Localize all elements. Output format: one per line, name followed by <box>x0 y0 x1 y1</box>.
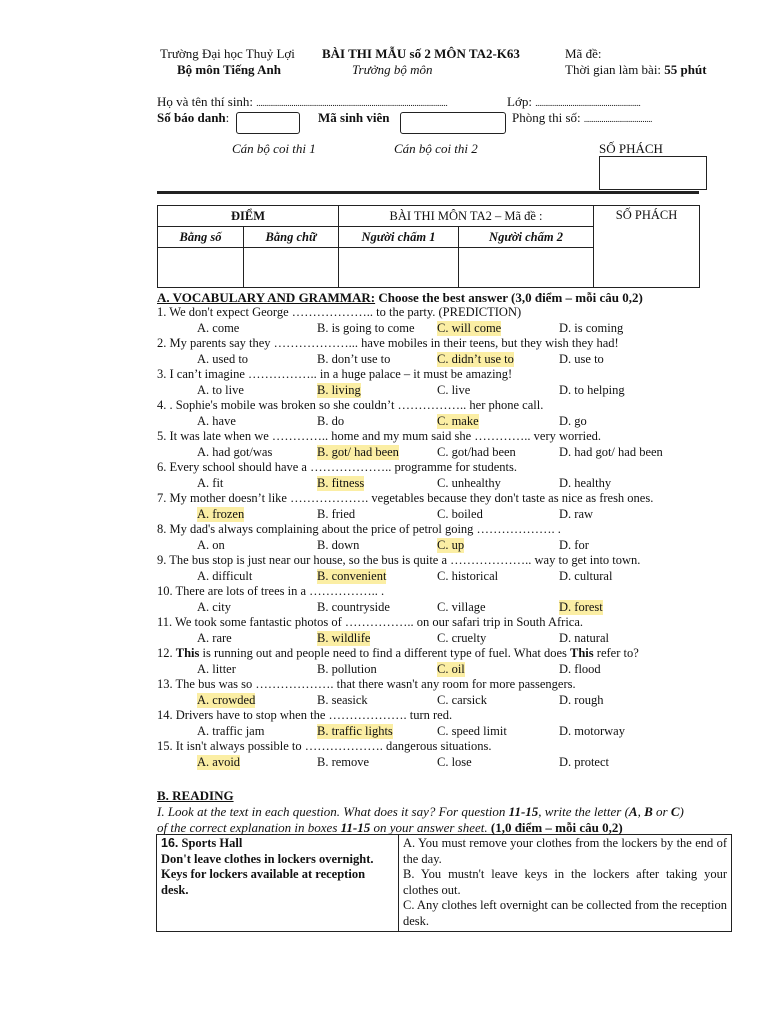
student-id-box[interactable] <box>236 112 300 134</box>
answer-option-b[interactable]: B. fried <box>317 506 356 521</box>
answer-option-a[interactable]: A. frozen <box>197 506 245 521</box>
candidate-name-row <box>157 94 447 110</box>
answer-option-a[interactable]: A. crowded <box>197 692 256 707</box>
question-text: 3. I can’t imagine …………….. in a huge palace – it must be amazing! <box>157 367 513 381</box>
class-field[interactable]: ...................................................... <box>535 98 641 108</box>
question-number: 16. <box>161 836 179 850</box>
notice-line-1: Don't leave clothes in lockers overnight. <box>161 851 374 866</box>
answer-option-b[interactable]: B. wildlife <box>317 630 371 645</box>
time-limit <box>565 62 707 78</box>
answer-option-b[interactable]: B. pollution <box>317 661 377 676</box>
school-name: Trường Đại học Thuỷ Lợi <box>160 46 295 61</box>
answer-option-c[interactable]: C. unhealthy <box>437 475 501 490</box>
section-a-instruction: Choose the best answer (3,0 điểm – mỗi câu 0,2) <box>378 290 643 305</box>
answer-option-b[interactable]: B. countryside <box>317 599 390 614</box>
question-text: 14. Drivers have to stop when the ………………. turn red. <box>157 708 453 722</box>
question-text: 12. This is running out and people need to find a different type of fuel. What does This refer to? <box>157 646 639 660</box>
grader-1-header: Người chấm 1 <box>339 227 459 248</box>
answer-option-a[interactable]: A. fit <box>197 475 224 490</box>
notice-line-2: Keys for lockers available at reception <box>161 867 366 881</box>
reading-question-16 <box>156 834 732 932</box>
section-b-title: B. READING <box>157 788 234 803</box>
class-row <box>507 94 641 110</box>
reading-instruction-line-1: I. Look at the text in each question. What does it say? For question 11-15, write the letter (A, B or C) <box>157 804 684 819</box>
answer-option-c[interactable]: C. historical <box>437 568 499 583</box>
candidate-name-field[interactable]: .................................................................................................. <box>256 98 448 108</box>
score-so-phach: SỐ PHÁCH <box>594 206 700 288</box>
proctor-1-label: Cán bộ coi thi 1 <box>232 141 316 156</box>
answer-option-a[interactable]: A. come <box>197 320 240 335</box>
answer-option-a[interactable]: A. avoid <box>197 754 241 769</box>
question-text: 6. Every school should have a ……………….. programme for students. <box>157 460 518 474</box>
score-in-words-cell[interactable] <box>244 248 339 288</box>
answer-option-b[interactable]: B. do <box>317 413 345 428</box>
student-code-label: Mã sinh viên <box>318 110 390 125</box>
answer-option-b[interactable]: B. living <box>317 382 361 397</box>
answer-option-b[interactable]: B. fitness <box>317 475 365 490</box>
answer-option-b[interactable]: B. got/ had been <box>317 444 399 459</box>
time-value: 55 phút <box>664 62 707 77</box>
so-phach-box[interactable] <box>599 156 707 190</box>
answer-option-a[interactable]: A. difficult <box>197 568 253 583</box>
answer-option-d[interactable]: D. healthy <box>559 475 612 490</box>
section-a-heading <box>157 290 643 306</box>
answer-option-c[interactable]: C. cruelty <box>437 630 487 645</box>
question-text: 9. The bus stop is just near our house, so the bus is quite a ……………….. way to get into town. <box>157 553 641 567</box>
exam-room-row <box>512 110 652 126</box>
answer-option-c[interactable]: C. didn’t use to <box>437 351 514 366</box>
answer-option-a[interactable]: A. litter <box>197 661 236 676</box>
answer-option-b[interactable]: B. down <box>317 537 360 552</box>
department-name: Bộ môn Tiếng Anh <box>177 62 281 77</box>
answer-option-a[interactable]: A. traffic jam <box>197 723 265 738</box>
question-text: 13. The bus was so ………………. that there wasn't any room for more passengers. <box>157 677 576 691</box>
reading-option-a[interactable]: A. You must remove your clothes from the lockers by the end of the day. <box>403 836 727 866</box>
question-text: 10. There are lots of trees in a …………….. . <box>157 584 385 598</box>
answer-option-d[interactable]: D. rough <box>559 692 604 707</box>
answer-option-b[interactable]: B. traffic lights <box>317 723 393 738</box>
answer-option-c[interactable]: C. make <box>437 413 479 428</box>
answer-option-c[interactable]: C. got/had been <box>437 444 516 459</box>
answer-option-b[interactable]: B. don’t use to <box>317 351 391 366</box>
exam-code-label: Mã đề: <box>565 46 602 61</box>
question-text: 5. It was late when we ………….. home and my mum said she ………….. very worried. <box>157 429 602 443</box>
exam-room-field[interactable]: ................................... <box>583 114 653 124</box>
answer-option-d[interactable]: D. cultural <box>559 568 613 583</box>
answer-option-c[interactable]: C. carsick <box>437 692 487 707</box>
question-text: 8. My dad's always complaining about the price of petrol going ………………. . <box>157 522 561 536</box>
answer-option-c[interactable]: C. live <box>437 382 471 397</box>
answer-option-d[interactable]: D. raw <box>559 506 594 521</box>
answer-option-a[interactable]: A. have <box>197 413 236 428</box>
notice-text <box>157 835 399 932</box>
exam-title: BÀI THI MẪU số 2 MÔN TA2-K63 <box>322 46 520 61</box>
answer-option-c[interactable]: C. lose <box>437 754 472 769</box>
score-in-numbers-cell[interactable] <box>158 248 244 288</box>
section-a-title: A. VOCABULARY AND GRAMMAR: <box>157 290 376 305</box>
answer-options <box>399 835 732 932</box>
notice-heading-row <box>161 836 394 852</box>
answer-option-d[interactable]: D. flood <box>559 661 601 676</box>
answer-option-a[interactable]: A. on <box>197 537 225 552</box>
answer-option-a[interactable]: A. to live <box>197 382 244 397</box>
candidate-name-label: Họ và tên thí sinh: <box>157 94 254 109</box>
cut-line <box>157 191 699 194</box>
answer-option-b[interactable]: B. is going to come <box>317 320 415 335</box>
answer-option-d[interactable]: D. for <box>559 537 589 552</box>
time-label: Thời gian làm bài: <box>565 62 662 77</box>
answer-option-d[interactable]: D. to helping <box>559 382 625 397</box>
proctor-2-label: Cán bộ coi thi 2 <box>394 141 478 156</box>
student-code-box[interactable] <box>400 112 506 134</box>
reading-instruction-line-2: of the correct explanation in boxes 11-15 on your answer sheet. (1,0 điểm – mỗi câu 0,2) <box>157 820 623 835</box>
question-text: 4. . Sophie's mobile was broken so she couldn’t …………….. her phone call. <box>157 398 544 412</box>
answer-option-b[interactable]: B. remove <box>317 754 370 769</box>
score-in-numbers-header: Bằng số <box>158 227 244 248</box>
answer-option-a[interactable]: A. had got/was <box>197 444 273 459</box>
answer-option-d[interactable]: D. go <box>559 413 587 428</box>
answer-option-d[interactable]: D. forest <box>559 599 603 614</box>
answer-option-d[interactable]: D. is coming <box>559 320 624 335</box>
answer-option-c[interactable]: C. will come <box>437 320 502 335</box>
question-text: 11. We took some fantastic photos of …………….. on our safari trip in South Africa. <box>157 615 584 629</box>
notice-heading: Sports Hall <box>181 836 243 850</box>
answer-option-c[interactable]: C. speed limit <box>437 723 507 738</box>
question-text: 7. My mother doesn’t like ………………. vegetables because they don't taste as nice as fresh ones. <box>157 491 654 505</box>
score-table-title: BÀI THI MÔN TA2 – Mã đề : <box>339 206 594 227</box>
head-of-department: Trưởng bộ môn <box>352 62 433 77</box>
answer-option-c[interactable]: C. oil <box>437 661 465 676</box>
so-phach-label: SỐ PHÁCH <box>599 141 663 156</box>
class-label: Lớp: <box>507 94 532 109</box>
grader-2-header: Người chấm 2 <box>459 227 594 248</box>
answer-option-d[interactable]: D. use to <box>559 351 604 366</box>
reading-option-c[interactable]: C. Any clothes left overnight can be collected from the reception desk. <box>403 898 727 928</box>
answer-option-b[interactable]: B. seasick <box>317 692 368 707</box>
reading-option-b[interactable]: B. You mustn't leave keys in the lockers after taking your clothes out. <box>403 867 727 897</box>
answer-option-d[interactable]: D. natural <box>559 630 609 645</box>
answer-option-a[interactable]: A. used to <box>197 351 249 366</box>
answer-option-a[interactable]: A. city <box>197 599 232 614</box>
answer-option-c[interactable]: C. up <box>437 537 465 552</box>
score-header: ĐIỂM <box>158 206 339 227</box>
answer-option-c[interactable]: C. village <box>437 599 486 614</box>
answer-option-b[interactable]: B. convenient <box>317 568 387 583</box>
score-in-words-header: Bằng chữ <box>244 227 339 248</box>
question-text: 1. We don't expect George ……………….. to the party. (PREDICTION) <box>157 305 522 319</box>
question-text: 15. It isn't always possible to ………………. dangerous situations. <box>157 739 492 753</box>
answer-option-d[interactable]: D. protect <box>559 754 609 769</box>
notice-line-3: desk. <box>161 882 189 897</box>
grader-2-cell[interactable] <box>459 248 594 288</box>
grader-1-cell[interactable] <box>339 248 459 288</box>
exam-room-label: Phòng thi số: <box>512 110 581 125</box>
question-text: 2. My parents say they ………………... have mobiles in their teens, but they wish they had! <box>157 336 619 350</box>
student-id-label: Số báo danh: <box>157 110 230 125</box>
answer-option-c[interactable]: C. boiled <box>437 506 483 521</box>
score-table <box>157 205 700 288</box>
answer-option-a[interactable]: A. rare <box>197 630 232 645</box>
answer-option-d[interactable]: D. had got/ had been <box>559 444 663 459</box>
answer-option-d[interactable]: D. motorway <box>559 723 625 738</box>
